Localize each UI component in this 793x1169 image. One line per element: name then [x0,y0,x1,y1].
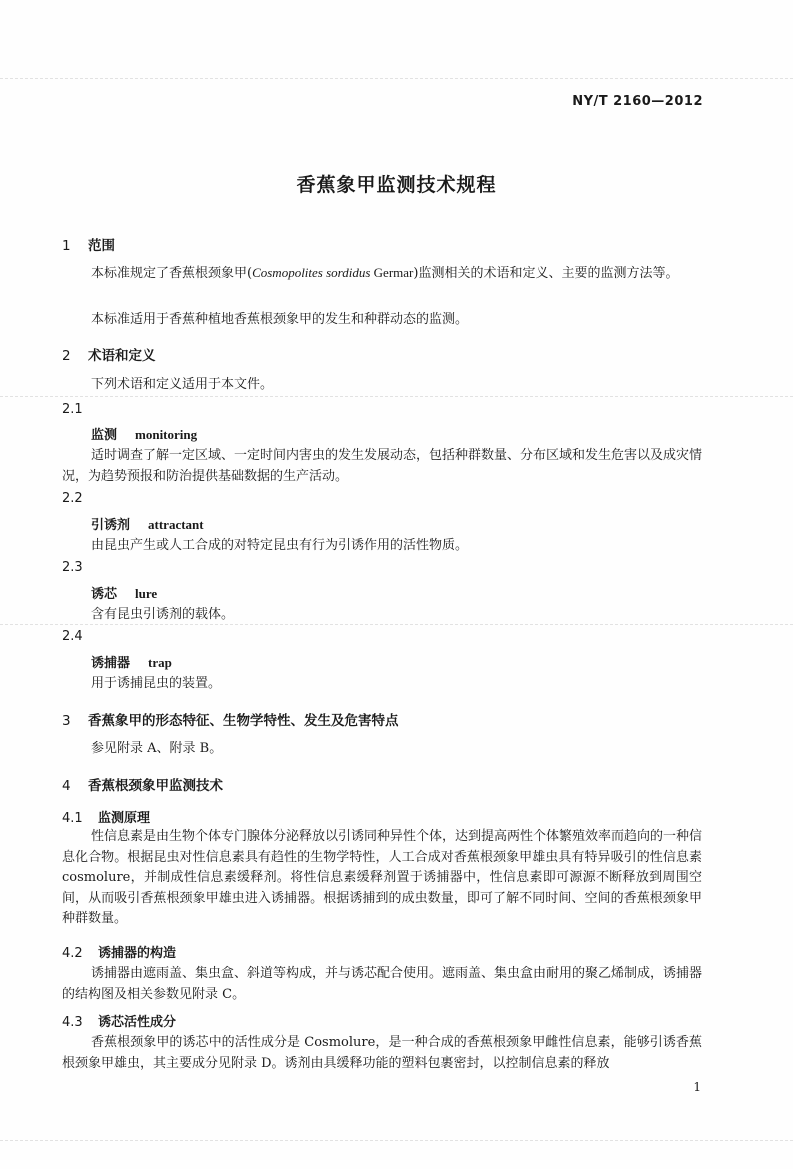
text: )监测相关的术语和定义、主要的监测方法等。 [413,266,679,281]
term-2-2-number: 2.2 [62,491,83,506]
term-2-3-definition: 含有昆虫引诱剂的载体。 [91,607,235,622]
text: 本标准规定了香蕉根颈象甲( [91,266,253,281]
subsection-4-3-heading [62,1011,176,1030]
term-2-2-definition: 由昆虫产生或人工合成的对特定昆虫有行为引诱作用的活性物质。 [91,538,469,553]
section-title: 范围 [88,238,115,254]
page-number: 1 [693,1080,701,1094]
subsection-4-2-text: 诱捕器由遮雨盖、集虫盒、斜道等构成，并与诱芯配合使用。遮雨盖、集虫盒由耐用的聚乙烯制成，诱捕器的结构图及相关参数见附录 C。 [62,966,703,1002]
subsection-number: 4.2 [62,946,83,961]
section-4-heading [62,774,223,794]
section-title: 香蕉象甲的形态特征、生物学特性、发生及危害特点 [88,713,399,729]
section-title: 香蕉根颈象甲监测技术 [88,778,223,794]
subsection-number: 4.3 [62,1015,83,1030]
term-en: lure [135,586,158,601]
section-number: 1 [62,238,71,254]
term-2-1-definition: 适时调查了解一定区域、一定时间内害虫的发生发展动态，包括种群数量、分布区域和发生危害以及成灾情况，为趋势预报和防治提供基础数据的生产活动。 [62,448,703,484]
section-1-heading [62,234,115,254]
term-2-3 [91,583,157,602]
scan-line [0,78,793,79]
subsection-4-2-heading [62,942,176,961]
section-title: 术语和定义 [88,348,156,364]
term-cn: 诱芯 [91,587,118,602]
term-cn: 引诱剂 [91,518,131,533]
term-2-4 [91,652,172,671]
section-number: 2 [62,348,71,364]
latin-name: Cosmopolites sordidus [252,265,371,280]
document-title: 香蕉象甲监测技术规程 [296,174,497,196]
term-2-4-definition: 用于诱捕昆虫的装置。 [91,676,222,691]
section-3-paragraph: 参见附录 A、附录 B。 [91,741,223,756]
subsection-4-1-heading [62,807,150,826]
section-1-paragraph-2: 本标准适用于香蕉种植地香蕉根颈象甲的发生和种群动态的监测。 [91,312,469,327]
subsection-4-3-text: 香蕉根颈象甲的诱芯中的活性成分是 Cosmolure，是一种合成的香蕉根颈象甲雌性信息素，能够引诱香蕉根颈象甲雄虫，其主要成分见附录 D。诱剂由具缓释功能的塑料包裹密封，以控制信息素的释放 [62,1035,702,1071]
scan-line [0,396,793,397]
section-2-heading [62,344,156,364]
term-2-1 [91,424,197,443]
section-number: 3 [62,713,71,729]
term-en: trap [148,655,172,670]
section-number: 4 [62,778,71,794]
author-name: Germar [370,265,414,280]
term-en: monitoring [135,427,198,442]
standard-code: NY/T 2160—2012 [572,94,703,109]
subsection-title: 诱捕器的构造 [98,946,177,961]
term-2-1-number: 2.1 [62,402,83,417]
scan-line [0,1140,793,1141]
section-2-intro: 下列术语和定义适用于本文件。 [91,377,274,392]
term-en: attractant [148,517,204,532]
subsection-4-1-text: 性信息素是由生物个体专门腺体分泌释放以引诱同种异性个体，达到提高两性个体繁殖效率而趋向的一种信息化合物。根据昆虫对性信息素具有趋性的生物学特性，人工合成对香蕉根颈象甲雄虫具有特异吸引的性信息素 cosmolure，并制成性信息素缓释剂。将性信息素缓释剂置于诱捕器中，性信息素即可源源不断释放到周围空间，从而吸引香蕉根颈象甲雄虫进入诱捕器。根据诱捕到的成虫数量，即可了解不同时间、空间的香蕉根颈象甲种群数量。 [62,829,703,926]
term-cn: 诱捕器 [91,656,131,671]
subsection-title: 诱芯活性成分 [98,1015,177,1030]
term-cn: 监测 [91,428,118,443]
subsection-number: 4.1 [62,811,83,826]
term-2-3-number: 2.3 [62,560,83,575]
subsection-title: 监测原理 [98,811,151,826]
section-3-heading [62,709,399,729]
term-2-4-number: 2.4 [62,629,83,644]
section-1-paragraph-1 [62,263,702,285]
term-2-2 [91,514,204,533]
